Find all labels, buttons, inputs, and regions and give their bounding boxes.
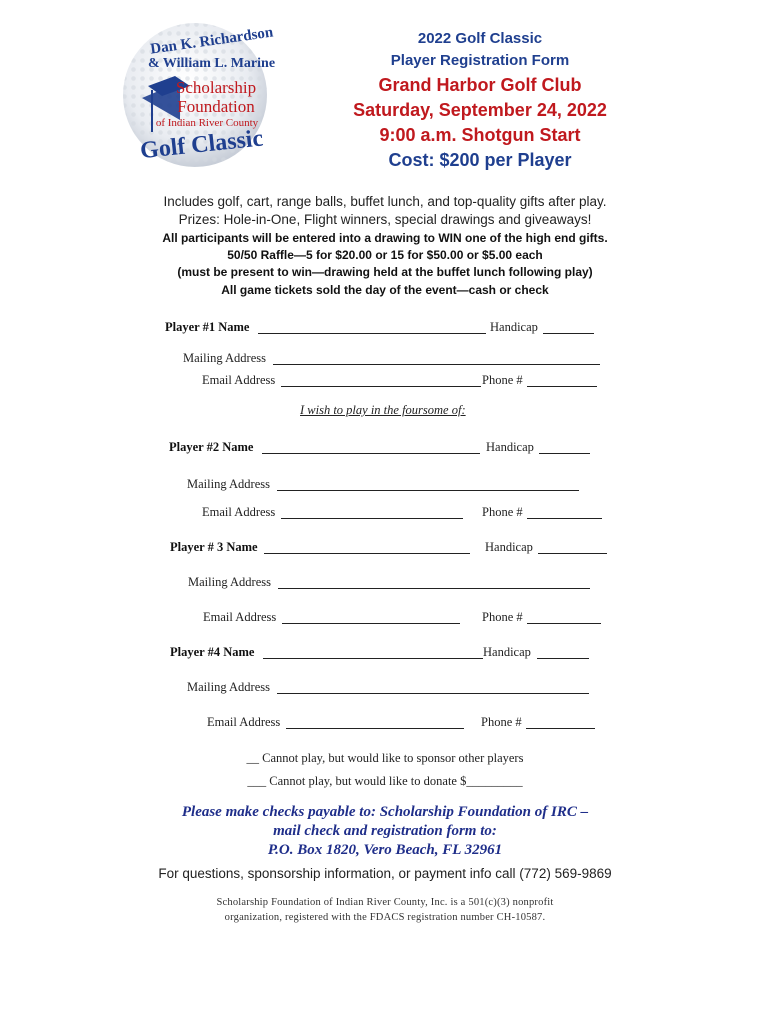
player3-name-field[interactable] <box>264 553 470 554</box>
player4-email-label: Email Address <box>207 715 281 729</box>
player3-phone-field[interactable] <box>527 623 601 624</box>
logo-line3: Scholarship <box>175 78 257 97</box>
player2-mailing-field[interactable] <box>277 490 579 491</box>
must-be-present-text: (must be present to win—drawing held at the buffet lunch following play) <box>177 265 593 279</box>
player1-mailing-label: Mailing Address <box>183 351 266 365</box>
foundation-logo <box>120 20 276 170</box>
player3-email-field[interactable] <box>282 623 460 624</box>
donate-option[interactable]: ___ Cannot play, but would like to donate $_________ <box>247 774 523 788</box>
player2-mailing-label: Mailing Address <box>187 477 270 491</box>
player4-handicap-label: Handicap <box>483 645 531 659</box>
player1-name-label: Player #1 Name <box>165 320 250 334</box>
raffle-text: 50/50 Raffle—5 for $20.00 or 15 for $50.00 or $5.00 each <box>227 248 543 262</box>
player3-mailing-label: Mailing Address <box>188 575 271 589</box>
player2-email-field[interactable] <box>281 518 463 519</box>
logo-line6: Golf Classic <box>138 125 265 165</box>
player2-phone-label: Phone # <box>482 505 523 519</box>
player3-handicap-label: Handicap <box>485 540 533 554</box>
player4-phone-field[interactable] <box>526 728 595 729</box>
footer-line2: organization, registered with the FDACS registration number CH-10587. <box>224 912 546 923</box>
logo-line1: Dan K. Richardson <box>149 24 275 58</box>
player1-phone-field[interactable] <box>527 386 597 387</box>
player4-mailing-label: Mailing Address <box>187 680 270 694</box>
player2-handicap-field[interactable] <box>539 453 590 454</box>
sponsor-option[interactable]: __ Cannot play, but would like to sponsor other players <box>246 751 524 765</box>
player4-mailing-field[interactable] <box>277 693 589 694</box>
player1-email-field[interactable] <box>281 386 481 387</box>
player1-name-field[interactable] <box>258 333 486 334</box>
payment-address: P.O. Box 1820, Vero Beach, FL 32961 <box>267 842 503 858</box>
player2-handicap-label: Handicap <box>486 440 534 454</box>
player3-mailing-field[interactable] <box>278 588 590 589</box>
payment-line2: mail check and registration form to: <box>273 823 497 839</box>
drawing-text: All participants will be entered into a drawing to WIN one of the high end gifts. <box>162 231 608 245</box>
player4-name-field[interactable] <box>263 658 483 659</box>
player2-name-label: Player #2 Name <box>169 440 254 454</box>
logo-line2: & William L. Marine <box>148 56 276 71</box>
player1-handicap-field[interactable] <box>543 333 594 334</box>
cost: Cost: $200 per Player <box>388 150 572 170</box>
venue: Grand Harbor Golf Club <box>378 75 582 95</box>
player4-email-field[interactable] <box>286 728 464 729</box>
footer-line1: Scholarship Foundation of Indian River County, Inc. is a 501(c)(3) nonprofit <box>216 897 554 908</box>
player1-mailing-field[interactable] <box>273 364 600 365</box>
player2-email-label: Email Address <box>202 505 276 519</box>
player4-phone-label: Phone # <box>481 715 522 729</box>
player2-name-field[interactable] <box>262 453 480 454</box>
questions-contact: For questions, sponsorship information, or payment info call (772) 569-9869 <box>158 866 612 881</box>
foursome-heading: I wish to play in the foursome of: <box>300 403 466 417</box>
event-date: Saturday, September 24, 2022 <box>353 100 607 120</box>
event-title: 2022 Golf Classic <box>417 30 543 47</box>
payment-line1: Please make checks payable to: Scholarship Foundation of IRC – <box>181 804 589 820</box>
player2-phone-field[interactable] <box>527 518 602 519</box>
player1-handicap-label: Handicap <box>490 320 538 334</box>
player3-name-label: Player # 3 Name <box>170 540 258 554</box>
tickets-text: All game tickets sold the day of the event—cash or check <box>221 283 549 297</box>
player3-email-label: Email Address <box>203 610 277 624</box>
logo-line5: of Indian River County <box>155 117 259 129</box>
player3-phone-label: Phone # <box>482 610 523 624</box>
logo-line4: Foundation <box>177 97 255 116</box>
player4-handicap-field[interactable] <box>537 658 589 659</box>
includes-text: Includes golf, cart, range balls, buffet lunch, and top-quality gifts after play. <box>163 194 607 209</box>
player1-phone-label: Phone # <box>482 373 523 387</box>
player1-email-label: Email Address <box>202 373 276 387</box>
form-title: Player Registration Form <box>390 52 570 69</box>
prizes-text: Prizes: Hole-in-One, Flight winners, special drawings and giveaways! <box>178 212 592 227</box>
player3-handicap-field[interactable] <box>538 553 607 554</box>
start-time: 9:00 a.m. Shotgun Start <box>379 125 581 145</box>
player4-name-label: Player #4 Name <box>170 645 255 659</box>
